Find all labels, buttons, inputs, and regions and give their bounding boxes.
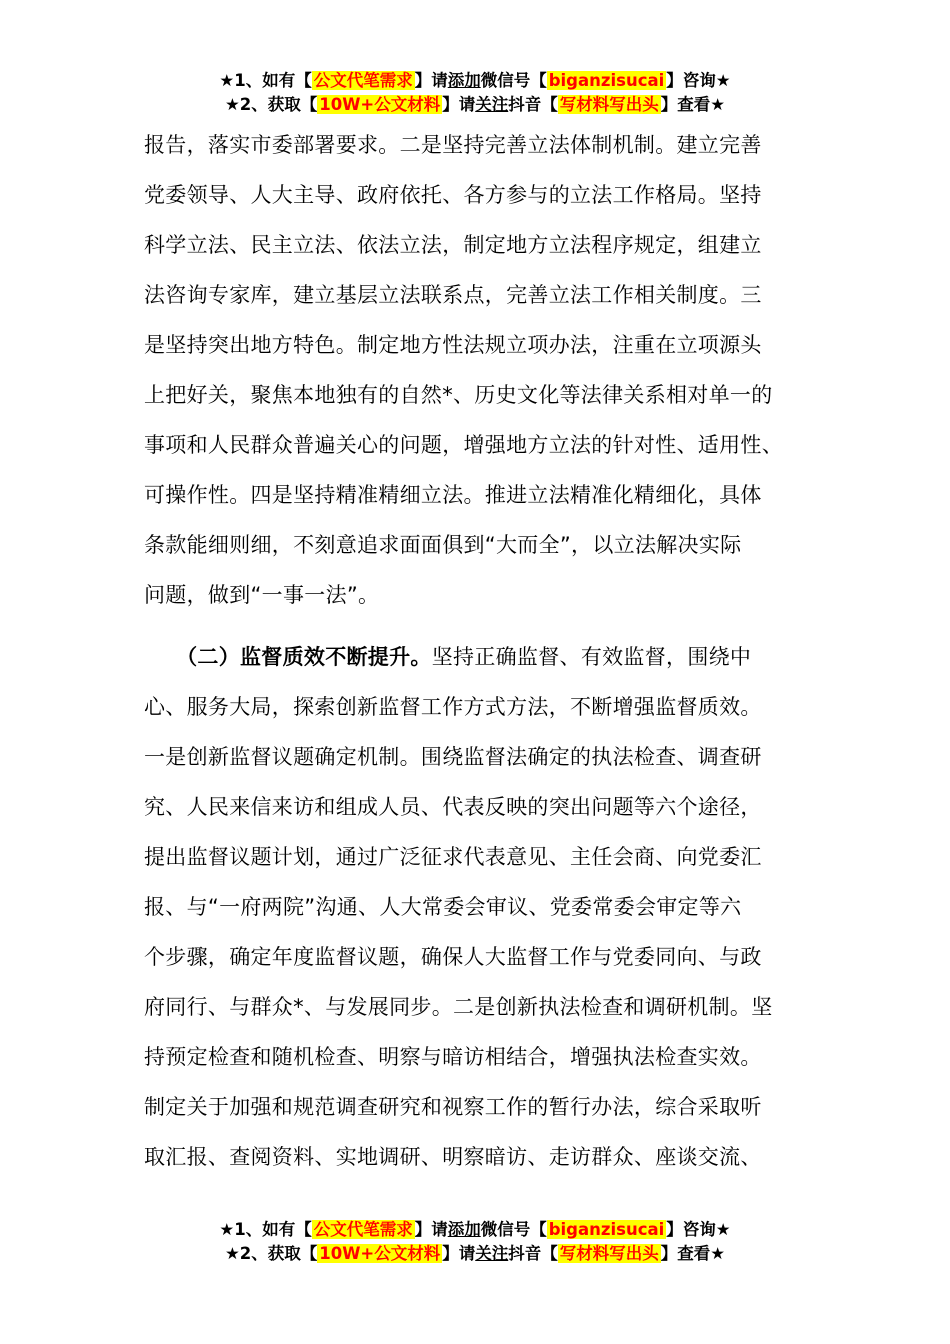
banner-line-2 [0,1242,950,1266]
banner-text: 】请 [414,71,448,90]
banner-line-1 [0,69,950,93]
banner-highlight: biganzisucai [548,71,665,90]
banner-text: 】请 [442,1244,476,1263]
text-line: 取汇报、查阅资料、实地调研、明察暗访、走访群众、座谈交流、 [144,1145,762,1169]
banner-text: 】请 [414,1220,448,1239]
text-line: 个步骤，确定年度监督议题，确保人大监督工作与党委同向、与政 [144,945,762,969]
text-line: 是坚持突出地方特色。制定地方性法规立项办法，注重在立项源头 [144,333,762,357]
text-line: 府同行、与群众*、与发展同步。二是创新执法检查和调研机制。坚 [144,995,773,1019]
banner-underlined: 关注 [475,1244,509,1263]
banner-text: 】查看★ [660,1244,726,1263]
body-paragraph-1 [144,120,820,620]
body-paragraph-2 [144,632,820,1182]
text-line: 条款能细则细，不刻意追求面面俱到“大而全”，以立法解决实际 [144,533,742,557]
banner-highlight: 10W+公文材料 [319,1244,441,1263]
text-line: 报告，落实市委部署要求。二是坚持完善立法体制机制。建立完善 [144,133,762,157]
text-line: 报、与“一府两院”沟通、人大常委会审议、党委常委会审定等六 [144,895,742,919]
banner-text: 】请 [442,95,476,114]
banner-highlight: 公文代笔需求 [313,71,413,90]
text-line: 制定关于加强和规范调查研究和视察工作的暂行办法，综合采取听 [144,1095,762,1119]
section-heading: （二）监督质效不断提升。 [186,645,432,669]
banner-highlight: 写材料写出头 [559,95,659,114]
text-line: 心、服务大局，探索创新监督工作方式方法，不断增强监督质效。 [144,695,762,719]
banner-highlight: biganzisucai [548,1220,665,1239]
banner-text: ★1、如有【 [219,71,312,90]
banner-underlined: 添加 [447,1220,481,1239]
banner-text: 】咨询★ [666,71,731,90]
banner-highlight: 公文代笔需求 [313,1220,413,1239]
banner-text: ★2、获取【 [224,95,318,114]
paragraph [144,120,820,620]
text-line: 可操作性。四是坚持精准精细立法。推进立法精准化精细化，具体 [144,483,762,507]
banner-underlined: 关注 [475,95,509,114]
banner-highlight: 写材料写出头 [559,1244,659,1263]
paragraph [144,632,820,1182]
banner-line-2 [0,93,950,117]
banner-text: 】查看★ [660,95,726,114]
text-line: 问题，做到“一事一法”。 [144,583,380,607]
text-line: 提出监督议题计划，通过广泛征求代表意见、主任会商、向党委汇 [144,845,762,869]
text-line: 科学立法、民主立法、依法立法，制定地方立法程序规定，组建立 [144,233,762,257]
banner-text: 抖音【 [508,1244,558,1263]
banner-text: 微信号【 [480,1220,547,1239]
banner-text: 微信号【 [480,71,547,90]
text-line: 上把好关，聚焦本地独有的自然*、历史文化等法律关系相对单一的 [144,383,773,407]
text-line: 法咨询专家库，建立基层立法联系点，完善立法工作相关制度。三 [144,283,762,307]
banner-text: ★1、如有【 [219,1220,312,1239]
text-run: 坚持正确监督、有效监督，围绕中 [431,645,752,669]
banner-text: 抖音【 [508,95,558,114]
text-line: 事项和人民群众普遍关心的问题，增强地方立法的针对性、适用性、 [144,433,783,457]
text-line: 一是创新监督议题确定机制。围绕监督法确定的执法检查、调查研 [144,745,762,769]
top-banner [0,69,950,117]
banner-highlight: 10W+公文材料 [319,95,441,114]
banner-line-1 [0,1218,950,1242]
banner-text: 】咨询★ [666,1220,731,1239]
text-line: 究、人民来信来访和组成人员、代表反映的突出问题等六个途径， [144,795,762,819]
text-line [144,632,820,682]
banner-text: ★2、获取【 [224,1244,318,1263]
bottom-banner [0,1218,950,1266]
banner-underlined: 添加 [447,71,481,90]
text-line: 持预定检查和随机检查、明察与暗访相结合，增强执法检查实效。 [144,1045,762,1069]
text-line: 党委领导、人大主导、政府依托、各方参与的立法工作格局。坚持 [144,183,762,207]
